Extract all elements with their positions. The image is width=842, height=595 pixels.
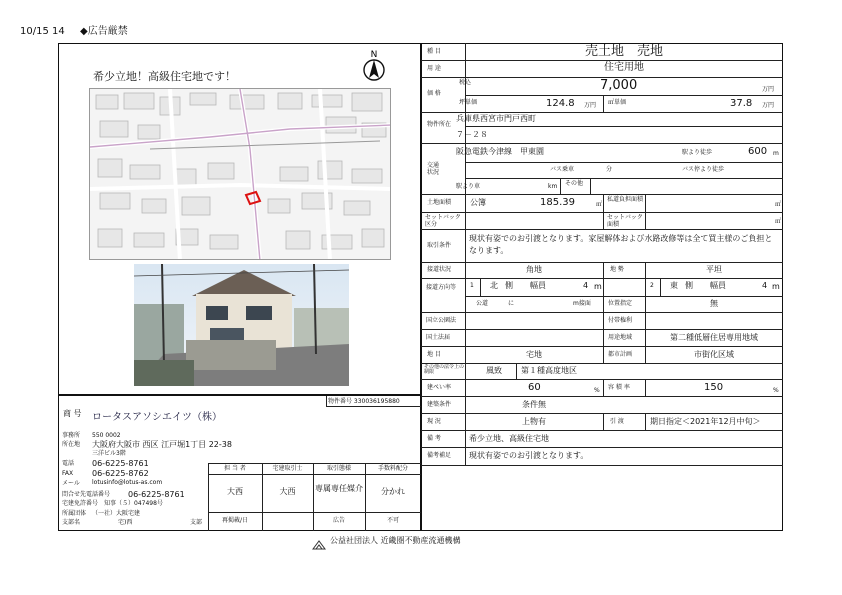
- remark-value: 希少立地、高級住宅地: [469, 434, 549, 443]
- price-label: 価 格: [427, 90, 441, 97]
- land-state-value: 角地: [526, 265, 542, 274]
- zoning-label: 用途地域: [608, 334, 633, 341]
- mail-value[interactable]: lotusinfo@lotus-as.com: [92, 479, 163, 486]
- price-tax-label: 税込: [459, 79, 472, 86]
- company-name: ロータスアソシエイツ（株）: [92, 412, 222, 423]
- company-label: 商 号: [63, 409, 82, 418]
- road2-width-label: 幅員: [710, 281, 726, 290]
- land-category-value: 宅地: [526, 350, 542, 359]
- condition-label: 取引条件: [427, 242, 452, 249]
- m2-price-label: ㎡単価: [608, 99, 627, 106]
- north-label: N: [370, 50, 378, 60]
- handover-value: 期日指定＜2021年12月中旬＞: [650, 417, 761, 426]
- branch-suffix: 支部: [190, 519, 203, 526]
- setback-label: セットバック区分: [425, 214, 461, 228]
- road1-unit: m: [594, 282, 602, 291]
- type-label: 種 目: [427, 48, 441, 55]
- other-limit-value1: 風致: [486, 366, 502, 375]
- organization-logo-icon: [312, 535, 326, 545]
- road-public: 公道: [476, 300, 489, 307]
- office-zip: 550 0002: [92, 432, 121, 439]
- road2-direction: 東: [670, 281, 678, 290]
- road1-no: 1: [470, 282, 474, 289]
- contact-label: 問合せ先電話番号: [62, 491, 111, 498]
- m2-price-unit: 万円: [762, 102, 775, 109]
- type-value: 売土地 売地: [584, 44, 663, 59]
- land-area-value: 185.39: [540, 197, 575, 208]
- contact-tel: 06-6225-8761: [128, 490, 185, 499]
- ad-value: 不可: [386, 517, 399, 524]
- car-label: 駅より車: [456, 183, 481, 190]
- car-unit: km: [548, 183, 558, 190]
- staff-person: 大西: [227, 487, 243, 496]
- use-value: 住宅用地: [604, 62, 644, 73]
- land-area-kind: 公簿: [470, 198, 486, 207]
- tsubo-value: 124.8: [546, 98, 575, 109]
- location-map: [89, 88, 391, 260]
- location-line2: ７－２８: [456, 130, 488, 139]
- print-timestamp: 10/15 14: [20, 26, 65, 37]
- road2-side: 側: [685, 281, 693, 290]
- ad-prohibited-notice: ◆広告厳禁: [80, 26, 128, 37]
- current-label: 現 況: [427, 418, 441, 425]
- land-law-label: 国土法届: [426, 334, 451, 341]
- private-road-unit: ㎡: [775, 201, 782, 208]
- road-contact: m接面: [573, 300, 591, 307]
- road2-unit: m: [772, 282, 780, 291]
- price-unit: 万円: [762, 86, 775, 93]
- current-value: 上物有: [522, 417, 546, 426]
- north-arrow-icon: [360, 48, 388, 86]
- setback-area-label: セットバック面積: [607, 214, 643, 228]
- land-area-unit: ㎡: [596, 201, 603, 208]
- staff-fee: 分かれ: [381, 487, 405, 496]
- road1-width-label: 幅員: [530, 281, 546, 290]
- designated-label: 位置指定: [608, 300, 633, 307]
- city-plan-value: 市街化区域: [694, 350, 734, 359]
- zoning-value: 第二種低層住居専用地域: [670, 333, 758, 342]
- designated-value: 無: [710, 299, 718, 308]
- far-label: 容 積 率: [608, 384, 630, 391]
- location-label: 物件所在: [427, 121, 452, 128]
- bcr-label: 建ぺい率: [427, 384, 452, 391]
- terrain-value: 平坦: [706, 265, 722, 274]
- remark-label: 備 考: [427, 435, 441, 442]
- nat-park-label: 国立公園法: [426, 317, 457, 324]
- use-label: 用 途: [427, 65, 441, 72]
- private-road-label: 私道負担面積: [607, 196, 644, 203]
- bcr-value: 60: [528, 382, 541, 393]
- reinfo-label: 再掲載/日: [221, 517, 249, 524]
- road1-width: 4: [583, 281, 589, 290]
- mail-label: メール: [62, 480, 80, 487]
- branch-value: 宅)西: [118, 519, 133, 526]
- other-limit-label: その他の法令上の制限: [424, 364, 465, 376]
- bus-label: バス乗車: [550, 166, 575, 173]
- staff-deal-type: 専属専任媒介: [315, 484, 363, 493]
- office-label: 事務所: [62, 432, 81, 439]
- remark2-label: 備考補足: [427, 452, 452, 459]
- city-plan-label: 都市計画: [608, 351, 633, 358]
- remark2-value: 現状有姿でのお引渡となります。: [469, 451, 589, 460]
- far-unit: %: [773, 387, 779, 394]
- tsubo-unit: 万円: [584, 102, 597, 109]
- ad-label: 広告: [332, 517, 345, 524]
- road-public-ni: に: [508, 300, 515, 307]
- setback-unit: ㎡: [775, 218, 782, 225]
- location-line1: 兵庫県西宮市門戸西町: [456, 114, 536, 123]
- traffic-line: 阪急電鉄今津線 甲東園: [456, 147, 544, 156]
- address-line2: 三洋ビル3階: [92, 450, 126, 457]
- staff-header: 取引態様: [326, 465, 351, 472]
- walk-value: 600: [748, 146, 768, 157]
- m2-price-value: 37.8: [730, 98, 753, 109]
- restriction-label: 付帯権利: [608, 317, 633, 324]
- build-cond-value: 条件無: [522, 400, 546, 409]
- staff-header: 担 当 者: [224, 465, 246, 472]
- property-photo: [134, 264, 349, 386]
- road-type-label: 接道方向等: [426, 284, 457, 291]
- tel-label: 電話: [62, 460, 75, 467]
- staff-header: 宅建取引士: [272, 465, 303, 472]
- address-line1: 大阪府大阪市 西区 江戸堀1丁目 22-38: [92, 440, 232, 449]
- walk-unit: m: [773, 150, 779, 157]
- license-label: 宅建免許番号: [62, 500, 99, 507]
- build-cond-label: 建築条件: [427, 401, 452, 408]
- assoc-value: （一社）大阪宅建: [92, 510, 141, 517]
- far-value: 150: [704, 382, 724, 393]
- staff-header: 手数料配分: [377, 465, 408, 472]
- walk-label: 駅より徒歩: [682, 149, 713, 156]
- tagline: 希少立地！高級住宅地です！: [93, 70, 236, 83]
- assoc-label: 所属団体: [62, 510, 87, 517]
- tsubo-label: 坪単価: [459, 99, 478, 106]
- road1-side: 側: [505, 281, 513, 290]
- traffic-label: 交通状況: [427, 162, 440, 176]
- bus-stop-label: バス停より徒歩: [682, 166, 725, 173]
- fax-value: 06-6225-8762: [92, 469, 149, 478]
- terrain-label: 地 勢: [610, 266, 624, 273]
- tel-value: 06-6225-8761: [92, 459, 149, 468]
- footer-organization: 公益社団法人 近畿圏不動産流通機構: [330, 536, 461, 545]
- condition-text: 現状有姿でのお引渡となります。家屋解体および水路改修等は全て買主様のご負担となります。: [469, 234, 773, 256]
- fax-label: FAX: [62, 470, 74, 477]
- land-category-label: 地 目: [427, 351, 441, 358]
- bcr-unit: %: [594, 387, 600, 394]
- land-state-label: 接道状況: [427, 266, 452, 273]
- land-area-label: 土地面積: [427, 199, 452, 206]
- handover-label: 引 渡: [610, 418, 624, 425]
- address-label: 所在地: [62, 441, 81, 448]
- road2-width: 4: [762, 281, 768, 290]
- other-label: その他: [565, 180, 584, 187]
- property-number: 物件番号 330036195880: [328, 398, 400, 405]
- price-value: 7,000: [600, 78, 638, 93]
- other-limit-value2: 第１種高度地区: [521, 366, 577, 375]
- road2-no: 2: [650, 282, 654, 289]
- license-value: 知事（５）047498号: [104, 500, 163, 507]
- road1-direction: 北: [490, 281, 498, 290]
- branch-label: 支部名: [62, 519, 81, 526]
- bus-unit: 分: [606, 166, 613, 173]
- staff-licensee: 大西: [279, 487, 296, 496]
